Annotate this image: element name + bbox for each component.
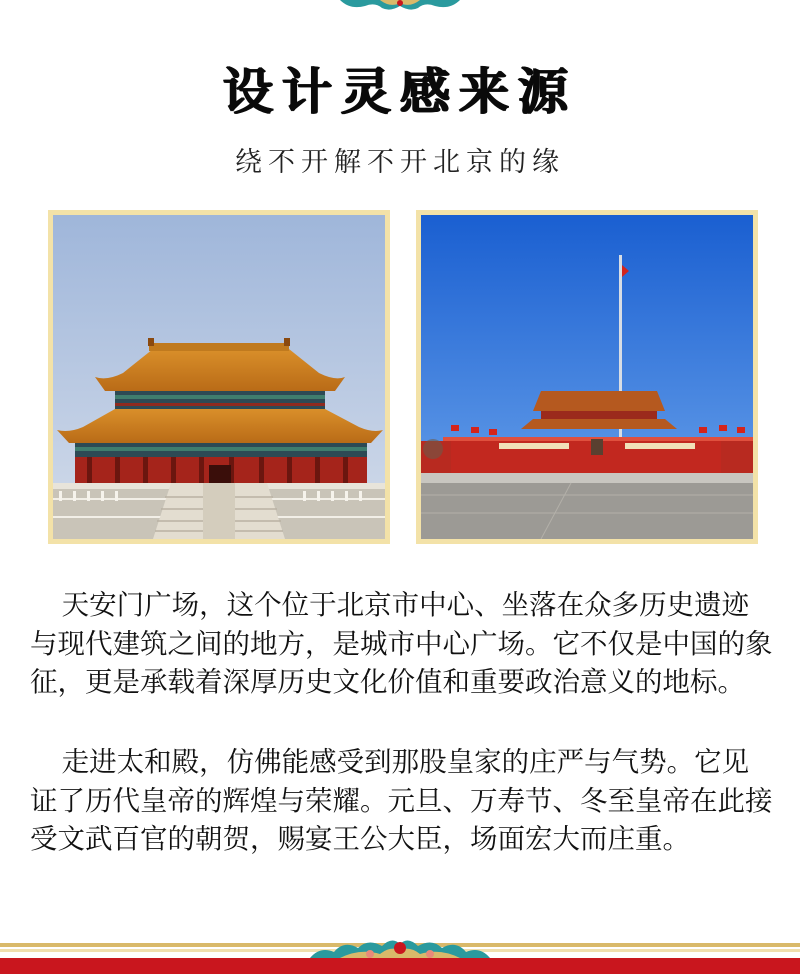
page-subtitle: 绕不开解不开北京的缘 [235, 147, 565, 178]
photo-tiananmen [416, 210, 758, 544]
tiananmen-illustration [421, 215, 753, 539]
paragraph-tiananmen-square: 天安门广场，这个位于北京市中心、坐落在众多历史遗迹与现代建筑之间的地方，是城市中心广场。它不仅是中国的象征，更是承载着深厚历史文化价值和重要政治意义的地标。 [30, 589, 773, 698]
bottom-cloud-ornament-icon [300, 932, 500, 972]
top-cloud-ornament-icon [320, 0, 480, 12]
paragraph-hall-of-supreme-harmony: 走进太和殿，仿佛能感受到那股皇家的庄严与气势。它见证了历代皇帝的辉煌与荣耀。元旦、万寿节、冬至皇帝在此接受文武百官的朝贺，赐宴王公大臣，场面宏大而庄重。 [30, 746, 773, 855]
photo-hall-of-supreme-harmony [48, 210, 390, 544]
hall-of-supreme-harmony-illustration [53, 215, 385, 539]
page-title: 设计灵感来源 [223, 63, 577, 121]
